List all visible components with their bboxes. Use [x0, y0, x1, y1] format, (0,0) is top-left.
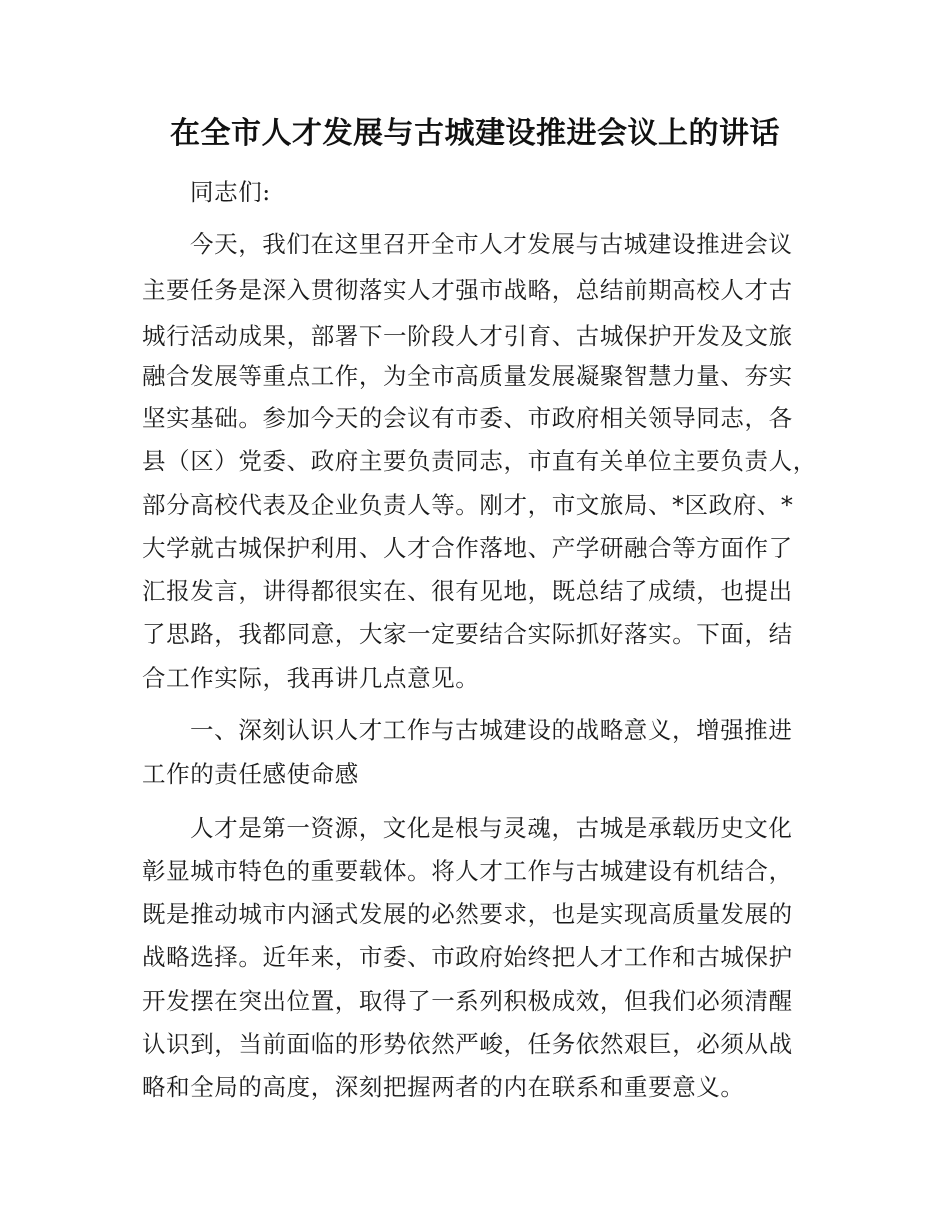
paragraph-1-line-2: 主要任务是深入贯彻落实人才强市战略，总结前期高校人才古 [142, 276, 793, 304]
paragraph-2-line-7: 略和全局的高度，深刻把握两者的内在联系和重要意义。 [142, 1073, 745, 1101]
paragraph-1-line-5: 坚实基础。参加今天的会议有市委、市政府相关领导同志，各 [142, 404, 793, 432]
paragraph-1-line-11: 合工作实际，我再讲几点意见。 [142, 664, 480, 692]
paragraph-1-line-8: 大学就古城保护利用、人才合作落地、产学研融合等方面作了 [142, 534, 793, 562]
section-heading-line-1: 一、深刻认识人才工作与古城建设的战略意义，增强推进 [190, 716, 793, 744]
paragraph-2-line-3: 既是推动城市内涵式发展的必然要求，也是实现高质量发展的 [142, 900, 793, 928]
paragraph-1-line-7: 部分高校代表及企业负责人等。刚才，市文旅局、*区政府、* [142, 491, 794, 519]
document-title: 在全市人才发展与古城建设推进会议上的讲话 [170, 116, 780, 151]
paragraph-1-line-6: 县（区）党委、政府主要负责同志，市直有关单位主要负责人， [142, 447, 817, 475]
paragraph-2-line-1: 人才是第一资源，文化是根与灵魂，古城是承载历史文化 [190, 814, 793, 842]
paragraph-1-line-9: 汇报发言，讲得都很实在、很有见地，既总结了成绩，也提出 [142, 577, 793, 605]
paragraph-2-line-6: 认识到，当前面临的形势依然严峻，任务依然艰巨，必须从战 [142, 1030, 793, 1058]
section-heading-line-2: 工作的责任感使命感 [142, 760, 359, 788]
paragraph-2-line-5: 开发摆在突出位置，取得了一系列积极成效，但我们必须清醒 [142, 987, 793, 1015]
salutation: 同志们: [190, 178, 271, 206]
paragraph-1-line-1: 今天，我们在这里召开全市人才发展与古城建设推进会议 [190, 230, 793, 258]
paragraph-1-line-4: 融合发展等重点工作，为全市高质量发展凝聚智慧力量、夯实 [142, 362, 793, 390]
paragraph-2-line-4: 战略选择。近年来，市委、市政府始终把人才工作和古城保护 [142, 943, 793, 971]
paragraph-1-line-10: 了思路，我都同意，大家一定要结合实际抓好落实。下面，结 [142, 620, 793, 648]
paragraph-2-line-2: 彰显城市特色的重要载体。将人才工作与古城建设有机结合， [142, 857, 793, 885]
paragraph-1-line-3: 城行活动成果，部署下一阶段人才引育、古城保护开发及文旅 [142, 322, 793, 350]
